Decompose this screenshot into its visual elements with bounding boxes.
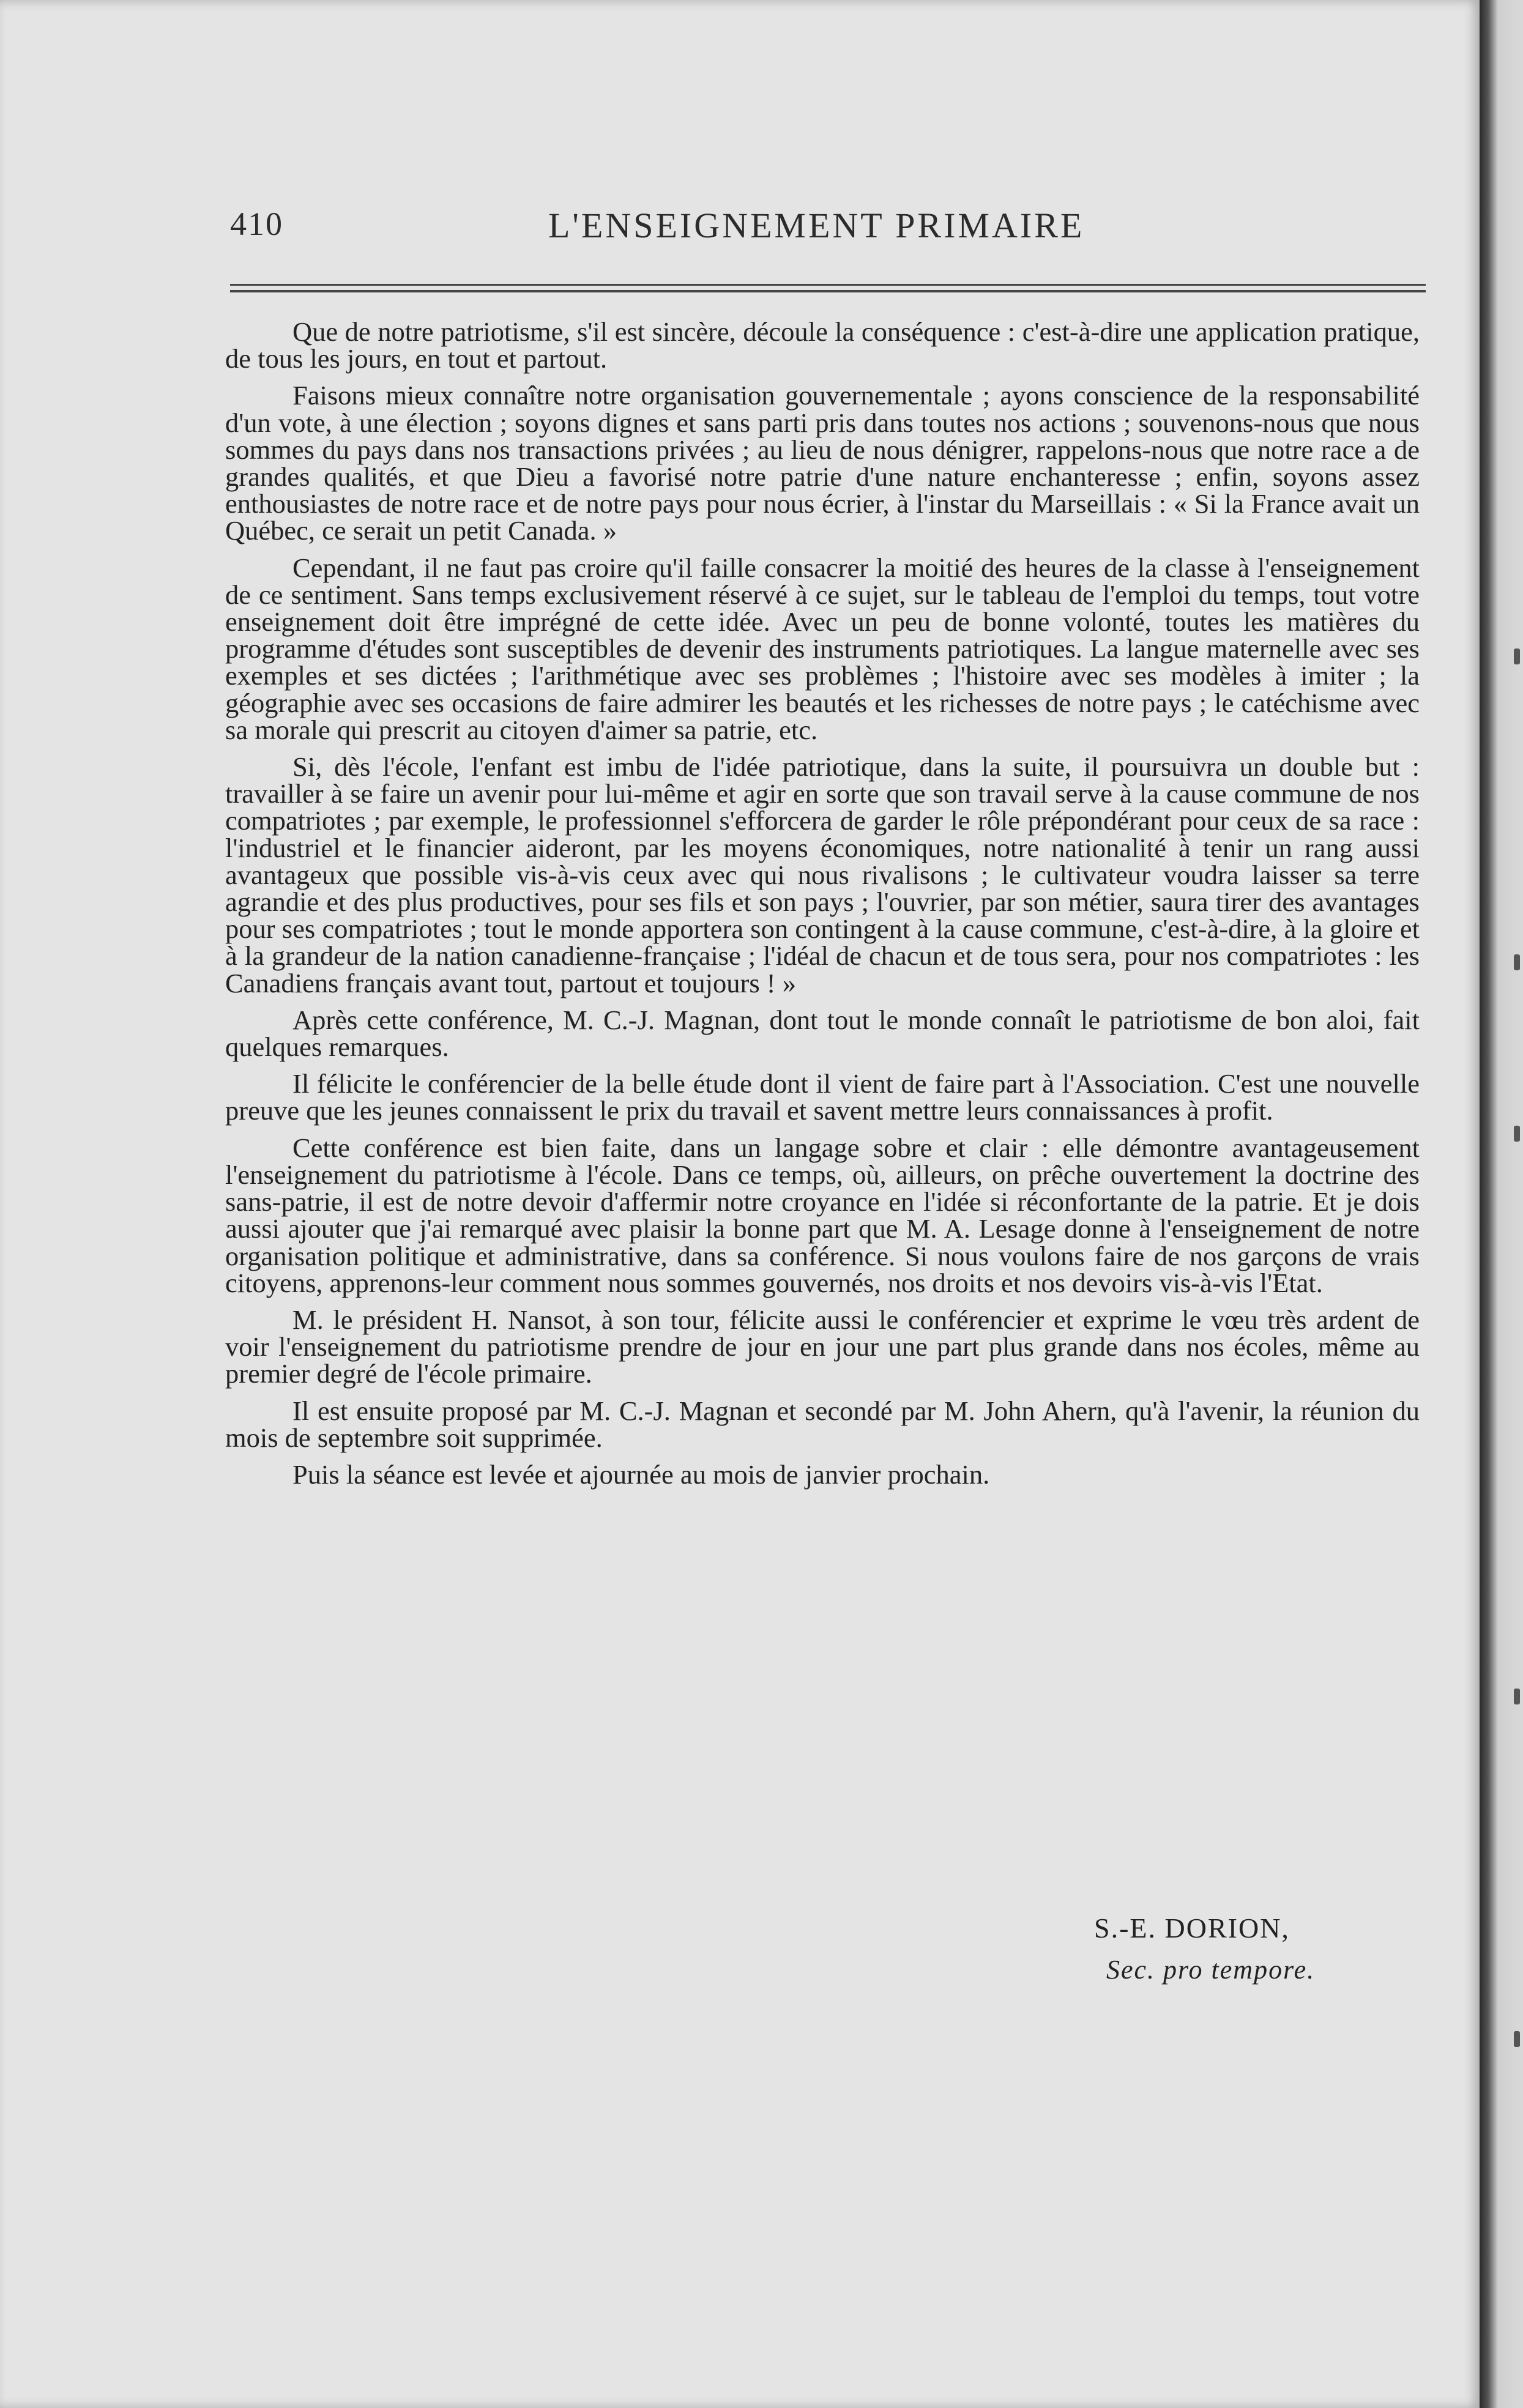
page-number: 410 [230,206,283,242]
paragraph: Il est ensuite proposé par M. C.-J. Magnan et secondé par M. John Ahern, qu'à l'avenir, la réunion du mois de septembre soit supprimée. [225,1395,1420,1453]
page-header [230,205,1427,254]
body-text [225,318,1420,1488]
signatory-name: S.-E. DORION, [1094,1912,1290,1944]
paragraph: Si, dès l'école, l'enfant est imbu de l'idée patriotique, dans la suite, il poursuivra un double but : travailler à se faire un avenir pour lui-même et agir en sorte que son travail serve à la cause commune de nos compatriotes ; par exemple, le professionnel s'efforcera de garder le rôle prépondérant pour ceux de sa race : l'industriel et le financier aideront, par les moyens économiques, notre nationalité à tenir un rang aussi avantageux que possible vis-à-vis ceux avec qui nous rivalisons ; le cultivateur voudra laisser sa terre agrandie et des plus productives, pour ses fils et son pays ; l'ouvrier, par son métier, saura tirer des avantages pour ses compatriotes ; tout le monde apportera son contingent à la cause commune, c'est-à-dire, à la gloire et à la grandeur de la nation canadienne-française ; l'idéal de chacun et de tous sera, pour nos compatriotes : les Canadiens français avant tout, partout et toujours ! » [225,751,1420,998]
signature-block [1094,1912,1388,1985]
paragraph: Que de notre patriotisme, s'il est sincère, découle la conséquence : c'est-à-dire une application pratique, de tous les jours, en tout et partout. [225,316,1420,374]
paragraph: Faisons mieux connaître notre organisation gouvernementale ; ayons conscience de la responsabilité d'un vote, à une élection ; soyons dignes et sans parti pris dans toutes nos actions ; souvenons-nous que nous sommes du pays dans nos transactions privées ; au lieu de nous dénigrer, rappelons-nous que notre race a de grandes qualités, et que Dieu a favorisé notre patrie d'une nature enchanteresse ; enfin, soyons assez enthousiastes de notre race et de notre pays pour nous écrier, à l'instar du Marseillais : « Si la France avait un Québec, ce serait un petit Canada. » [225,380,1420,546]
header-rule-top [230,284,1426,286]
paragraph: Il félicite le conférencier de la belle étude dont il vient de faire part à l'Association. C'est une nouvelle preuve que les jeunes connaissent le prix du travail et savent mettre leurs connaissances à profit. [225,1068,1420,1126]
paragraph: Puis la séance est levée et ajournée au mois de janvier prochain. [292,1459,990,1490]
paragraph: Cependant, il ne faut pas croire qu'il faille consacrer la moitié des heures de la classe à l'enseignement de ce sentiment. Sans temps exclusivement réservé à ce sujet, sur le tableau de l'emploi du temps, tout votre enseignement doit être imprégné de cette idée. Avec un peu de bonne volonté, toutes les matières du programme d'études sont susceptibles de devenir des instruments patriotiques. La langue maternelle avec ses exemples et ses dictées ; l'arithmétique avec ses problèmes ; l'histoire avec ses modèles à imiter ; la géographie avec ses occasions de faire admirer les beautés et les richesses de notre pays ; le catéchisme avec sa morale qui prescrit au citoyen d'aimer sa patrie, etc. [225,552,1420,745]
paragraph: Après cette conférence, M. C.-J. Magnan, dont tout le monde connaît le patriotisme de bon aloi, fait quelques remarques. [225,1004,1420,1063]
running-title: L'ENSEIGNEMENT PRIMAIRE [548,206,1085,245]
paragraph: M. le président H. Nansot, à son tour, félicite aussi le conférencier et exprime le vœu très ardent de voir l'enseignement du patriotisme prendre de jour en jour une part plus grande dans nos écoles, même au premier degré de l'école primaire. [225,1304,1420,1389]
header-rule-bottom [230,290,1426,292]
paragraph: Cette conférence est bien faite, dans un langage sobre et clair : elle démontre avantageusement l'enseignement du patriotisme à l'école. Dans ce temps, où, ailleurs, on prêche ouvertement la doctrine des sans-patrie, il est de notre devoir d'affermir notre croyance en l'idée si réconfortante de la patrie. Et je dois aussi ajouter que j'ai remarqué avec plaisir la bonne part que M. A. Lesage donne à l'enseignement de notre organisation politique et administrative, dans sa conférence. Si nous voulons faire de nos garçons de vrais citoyens, apprenons-leur comment nous sommes gouvernés, nos droits et nos devoirs vis-à-vis l'Etat. [225,1132,1420,1298]
signatory-role: Sec. pro tempore. [1106,1955,1316,1985]
